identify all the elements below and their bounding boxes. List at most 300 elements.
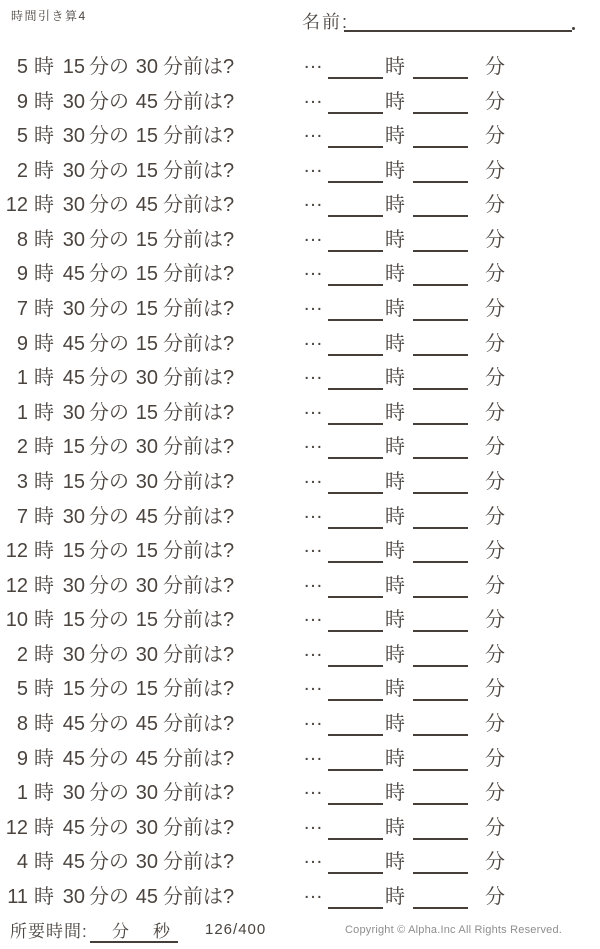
hour-unit-label: 時: [34, 782, 54, 805]
minute-value: 45: [62, 851, 85, 874]
hour-value: 9: [16, 747, 28, 770]
ellipsis: …: [303, 777, 324, 800]
answer-minute-blank: [413, 423, 468, 425]
answer-hour-unit-label: 時: [385, 851, 405, 874]
hour-unit-label: 時: [34, 505, 54, 528]
answer-hour-blank: [328, 803, 383, 805]
hour-value: 2: [16, 643, 28, 666]
problem-row: [0, 85, 600, 120]
ellipsis: …: [303, 51, 324, 73]
problem-row: [0, 569, 600, 604]
hour-value: 3: [16, 470, 28, 493]
minute-value: 30: [62, 125, 85, 148]
problem-row: [0, 880, 600, 915]
hour-value: 10: [5, 609, 28, 632]
ellipsis: …: [303, 120, 324, 143]
ellipsis: …: [303, 85, 324, 108]
before-value: 45: [135, 885, 158, 908]
minute-no-label: 分の: [89, 90, 129, 113]
hour-value: 7: [16, 505, 28, 528]
hour-unit-label: 時: [34, 332, 54, 355]
minute-value: 45: [62, 816, 85, 839]
answer-hour-unit-label: 時: [385, 712, 405, 735]
answer-hour-unit-label: 時: [385, 90, 405, 113]
ellipsis: …: [303, 638, 324, 661]
problem-row: [0, 465, 600, 500]
answer-hour-unit-label: 時: [385, 816, 405, 839]
answer-minute-blank: [413, 354, 468, 356]
hour-unit-label: 時: [34, 851, 54, 874]
hour-unit-label: 時: [34, 816, 54, 839]
answer-hour-blank: [328, 527, 383, 529]
answer-hour-blank: [328, 354, 383, 356]
answer-hour-blank: [328, 769, 383, 771]
problem-row: [0, 776, 600, 811]
answer-minute-blank: [413, 319, 468, 321]
before-question-label: 分前は?: [163, 609, 235, 632]
minute-value: 45: [62, 367, 85, 390]
before-question-label: 分前は?: [163, 367, 235, 390]
ellipsis: …: [303, 258, 324, 281]
ellipsis: …: [303, 673, 324, 696]
answer-minute-unit-label: 分: [485, 263, 505, 286]
problem-row: [0, 154, 600, 189]
answer-minute-blank: [413, 561, 468, 563]
answer-minute-blank: [413, 77, 468, 79]
hour-unit-label: 時: [34, 643, 54, 666]
before-value: 45: [135, 747, 158, 770]
ellipsis: …: [303, 189, 324, 212]
before-question-label: 分前は?: [163, 228, 235, 251]
before-question-label: 分前は?: [163, 90, 235, 113]
answer-hour-unit-label: 時: [385, 125, 405, 148]
ellipsis: …: [303, 707, 324, 730]
hour-value: 12: [5, 540, 28, 563]
answer-hour-unit-label: 時: [385, 470, 405, 493]
before-value: 30: [135, 436, 158, 459]
answer-hour-blank: [328, 630, 383, 632]
hour-unit-label: 時: [34, 609, 54, 632]
hour-value: 5: [16, 56, 28, 78]
answer-hour-blank: [328, 284, 383, 286]
ellipsis: …: [303, 362, 324, 385]
answer-minute-unit-label: 分: [485, 712, 505, 735]
answer-hour-blank: [328, 388, 383, 390]
answer-minute-blank: [413, 284, 468, 286]
before-question-label: 分前は?: [163, 125, 235, 148]
problem-row: [0, 845, 600, 880]
page-number: 126/400: [205, 921, 267, 938]
answer-hour-blank: [328, 457, 383, 459]
hour-unit-label: 時: [34, 159, 54, 182]
before-value: 15: [135, 263, 158, 286]
hour-value: 4: [16, 851, 28, 874]
ellipsis: …: [303, 846, 324, 869]
minute-value: 45: [62, 712, 85, 735]
answer-minute-blank: [413, 699, 468, 701]
hour-unit-label: 時: [34, 90, 54, 113]
ellipsis: …: [303, 742, 324, 765]
hour-unit-label: 時: [34, 885, 54, 908]
elapsed-second-unit-label: 秒: [153, 922, 170, 941]
minute-value: 45: [62, 263, 85, 286]
answer-minute-blank: [413, 630, 468, 632]
answer-minute-blank: [413, 838, 468, 840]
hour-value: 1: [16, 782, 28, 805]
ellipsis: …: [303, 500, 324, 523]
problem-row: [0, 257, 600, 292]
before-question-label: 分前は?: [163, 194, 235, 217]
answer-minute-unit-label: 分: [485, 782, 505, 805]
before-value: 15: [135, 609, 158, 632]
answer-hour-unit-label: 時: [385, 574, 405, 597]
before-value: 30: [135, 851, 158, 874]
problem-row: [0, 327, 600, 362]
hour-value: 1: [16, 367, 28, 390]
answer-hour-blank: [328, 112, 383, 114]
answer-minute-blank: [413, 907, 468, 909]
answer-hour-blank: [328, 215, 383, 217]
ellipsis: …: [303, 604, 324, 627]
hour-unit-label: 時: [34, 436, 54, 459]
answer-minute-blank: [413, 596, 468, 598]
minute-no-label: 分の: [89, 678, 129, 701]
minute-value: 15: [62, 540, 85, 563]
sheet-title: 時間引き算4: [11, 9, 87, 23]
before-question-label: 分前は?: [163, 436, 235, 459]
ellipsis: …: [303, 396, 324, 419]
name-line-end-dot: [572, 27, 575, 30]
problem-row: [0, 292, 600, 327]
answer-minute-blank: [413, 665, 468, 667]
before-question-label: 分前は?: [163, 470, 235, 493]
hour-value: 5: [16, 678, 28, 701]
minute-no-label: 分の: [89, 401, 129, 424]
before-question-label: 分前は?: [163, 401, 235, 424]
before-question-label: 分前は?: [163, 540, 235, 563]
before-value: 15: [135, 540, 158, 563]
before-value: 15: [135, 401, 158, 424]
hour-value: 12: [5, 574, 28, 597]
minute-value: 30: [62, 159, 85, 182]
minute-value: 30: [62, 782, 85, 805]
hour-unit-label: 時: [34, 574, 54, 597]
minute-value: 30: [62, 643, 85, 666]
problems-list: [0, 50, 600, 914]
hour-value: 2: [16, 436, 28, 459]
answer-minute-unit-label: 分: [485, 298, 505, 321]
minute-no-label: 分の: [89, 851, 129, 874]
minute-no-label: 分の: [89, 298, 129, 321]
before-value: 30: [135, 470, 158, 493]
before-question-label: 分前は?: [163, 816, 235, 839]
answer-minute-unit-label: 分: [485, 436, 505, 459]
answer-minute-blank: [413, 250, 468, 252]
minute-no-label: 分の: [89, 816, 129, 839]
answer-minute-unit-label: 分: [485, 885, 505, 908]
ellipsis: …: [303, 223, 324, 246]
hour-value: 8: [16, 712, 28, 735]
before-value: 15: [135, 125, 158, 148]
hour-value: 8: [16, 228, 28, 251]
name-label: 名前:: [302, 12, 350, 32]
answer-minute-unit-label: 分: [485, 194, 505, 217]
answer-hour-blank: [328, 561, 383, 563]
hour-unit-label: 時: [34, 712, 54, 735]
answer-hour-unit-label: 時: [385, 367, 405, 390]
problem-row: [0, 742, 600, 777]
hour-unit-label: 時: [34, 678, 54, 701]
answer-hour-blank: [328, 492, 383, 494]
before-question-label: 分前は?: [163, 159, 235, 182]
minute-value: 30: [62, 228, 85, 251]
problem-row: [0, 638, 600, 673]
before-value: 15: [135, 298, 158, 321]
answer-minute-blank: [413, 388, 468, 390]
minute-no-label: 分の: [89, 228, 129, 251]
before-question-label: 分前は?: [163, 885, 235, 908]
problem-row: [0, 811, 600, 846]
answer-hour-blank: [328, 423, 383, 425]
hour-value: 1: [16, 401, 28, 424]
before-question-label: 分前は?: [163, 574, 235, 597]
answer-hour-blank: [328, 665, 383, 667]
answer-hour-blank: [328, 872, 383, 874]
minute-no-label: 分の: [89, 263, 129, 286]
answer-minute-blank: [413, 527, 468, 529]
answer-hour-unit-label: 時: [385, 332, 405, 355]
answer-minute-blank: [413, 492, 468, 494]
answer-minute-unit-label: 分: [485, 678, 505, 701]
problem-row: [0, 430, 600, 465]
answer-minute-blank: [413, 872, 468, 874]
ellipsis: …: [303, 465, 324, 488]
answer-minute-unit-label: 分: [485, 643, 505, 666]
ellipsis: …: [303, 811, 324, 834]
minute-value: 15: [62, 609, 85, 632]
answer-minute-unit-label: 分: [485, 609, 505, 632]
minute-no-label: 分の: [89, 194, 129, 217]
before-value: 45: [135, 194, 158, 217]
minute-value: 15: [62, 678, 85, 701]
minute-no-label: 分の: [89, 56, 129, 78]
answer-minute-unit-label: 分: [485, 125, 505, 148]
answer-hour-blank: [328, 146, 383, 148]
answer-hour-unit-label: 時: [385, 782, 405, 805]
answer-hour-blank: [328, 319, 383, 321]
minute-no-label: 分の: [89, 574, 129, 597]
problem-row: [0, 50, 600, 85]
minute-no-label: 分の: [89, 505, 129, 528]
minute-no-label: 分の: [89, 436, 129, 459]
hour-value: 12: [5, 816, 28, 839]
copyright-text: Copyright © Alpha.Inc All Rights Reserved.: [345, 924, 563, 936]
minute-no-label: 分の: [89, 470, 129, 493]
answer-hour-blank: [328, 77, 383, 79]
minute-value: 45: [62, 332, 85, 355]
answer-minute-unit-label: 分: [485, 505, 505, 528]
answer-hour-unit-label: 時: [385, 56, 405, 78]
before-value: 30: [135, 56, 158, 78]
problem-row: [0, 223, 600, 258]
hour-value: 9: [16, 332, 28, 355]
answer-minute-blank: [413, 112, 468, 114]
before-value: 15: [135, 332, 158, 355]
ellipsis: …: [303, 293, 324, 316]
answer-hour-unit-label: 時: [385, 505, 405, 528]
hour-value: 9: [16, 263, 28, 286]
minute-value: 30: [62, 885, 85, 908]
ellipsis: …: [303, 327, 324, 350]
before-question-label: 分前は?: [163, 712, 235, 735]
before-value: 30: [135, 367, 158, 390]
answer-hour-unit-label: 時: [385, 228, 405, 251]
minute-no-label: 分の: [89, 332, 129, 355]
name-blank-line: [344, 30, 572, 32]
answer-minute-unit-label: 分: [485, 159, 505, 182]
problem-row: [0, 188, 600, 223]
answer-hour-unit-label: 時: [385, 747, 405, 770]
before-question-label: 分前は?: [163, 782, 235, 805]
answer-minute-unit-label: 分: [485, 816, 505, 839]
answer-hour-blank: [328, 250, 383, 252]
answer-hour-blank: [328, 907, 383, 909]
answer-minute-unit-label: 分: [485, 470, 505, 493]
minute-no-label: 分の: [89, 782, 129, 805]
minute-value: 30: [62, 194, 85, 217]
hour-unit-label: 時: [34, 401, 54, 424]
hour-unit-label: 時: [34, 228, 54, 251]
footer: [0, 912, 600, 946]
before-value: 45: [135, 505, 158, 528]
hour-unit-label: 時: [34, 125, 54, 148]
hour-unit-label: 時: [34, 194, 54, 217]
answer-minute-unit-label: 分: [485, 367, 505, 390]
minute-no-label: 分の: [89, 747, 129, 770]
before-question-label: 分前は?: [163, 643, 235, 666]
minute-no-label: 分の: [89, 159, 129, 182]
answer-hour-unit-label: 時: [385, 643, 405, 666]
hour-unit-label: 時: [34, 367, 54, 390]
answer-minute-unit-label: 分: [485, 332, 505, 355]
minute-value: 30: [62, 574, 85, 597]
minute-no-label: 分の: [89, 885, 129, 908]
minute-value: 30: [62, 90, 85, 113]
answer-hour-blank: [328, 838, 383, 840]
problem-row: [0, 603, 600, 638]
answer-minute-unit-label: 分: [485, 401, 505, 424]
elapsed-time-label: 所要時間:: [10, 922, 88, 941]
hour-unit-label: 時: [34, 540, 54, 563]
answer-minute-blank: [413, 769, 468, 771]
before-question-label: 分前は?: [163, 747, 235, 770]
minute-no-label: 分の: [89, 125, 129, 148]
answer-minute-unit-label: 分: [485, 90, 505, 113]
minute-value: 15: [62, 470, 85, 493]
ellipsis: …: [303, 535, 324, 558]
before-value: 15: [135, 678, 158, 701]
answer-minute-blank: [413, 734, 468, 736]
hour-value: 12: [5, 194, 28, 217]
before-question-label: 分前は?: [163, 851, 235, 874]
before-value: 30: [135, 816, 158, 839]
minute-no-label: 分の: [89, 609, 129, 632]
answer-minute-blank: [413, 215, 468, 217]
answer-hour-blank: [328, 699, 383, 701]
problem-row: [0, 707, 600, 742]
hour-unit-label: 時: [34, 747, 54, 770]
answer-hour-blank: [328, 734, 383, 736]
hour-unit-label: 時: [34, 470, 54, 493]
answer-minute-unit-label: 分: [485, 228, 505, 251]
answer-minute-blank: [413, 181, 468, 183]
answer-hour-unit-label: 時: [385, 401, 405, 424]
minute-value: 45: [62, 747, 85, 770]
answer-minute-unit-label: 分: [485, 574, 505, 597]
answer-hour-unit-label: 時: [385, 609, 405, 632]
minute-value: 30: [62, 401, 85, 424]
problem-row: [0, 396, 600, 431]
before-value: 30: [135, 574, 158, 597]
hour-value: 9: [16, 90, 28, 113]
ellipsis: …: [303, 569, 324, 592]
before-value: 30: [135, 782, 158, 805]
answer-hour-unit-label: 時: [385, 263, 405, 286]
answer-hour-unit-label: 時: [385, 436, 405, 459]
answer-hour-blank: [328, 596, 383, 598]
hour-value: 5: [16, 125, 28, 148]
problem-row: [0, 361, 600, 396]
problem-row: [0, 500, 600, 535]
before-value: 45: [135, 90, 158, 113]
minute-value: 15: [62, 436, 85, 459]
answer-minute-unit-label: 分: [485, 747, 505, 770]
minute-no-label: 分の: [89, 367, 129, 390]
answer-minute-unit-label: 分: [485, 851, 505, 874]
answer-hour-unit-label: 時: [385, 159, 405, 182]
hour-unit-label: 時: [34, 56, 54, 78]
answer-minute-unit-label: 分: [485, 56, 505, 78]
before-question-label: 分前は?: [163, 298, 235, 321]
before-value: 15: [135, 228, 158, 251]
minute-no-label: 分の: [89, 643, 129, 666]
answer-minute-blank: [413, 803, 468, 805]
elapsed-minute-unit-label: 分: [112, 922, 129, 941]
before-value: 45: [135, 712, 158, 735]
before-question-label: 分前は?: [163, 263, 235, 286]
minute-value: 30: [62, 505, 85, 528]
before-value: 30: [135, 643, 158, 666]
answer-minute-unit-label: 分: [485, 540, 505, 563]
before-question-label: 分前は?: [163, 678, 235, 701]
hour-value: 7: [16, 298, 28, 321]
hour-value: 2: [16, 159, 28, 182]
problem-row: [0, 119, 600, 154]
minute-value: 30: [62, 298, 85, 321]
problem-row: [0, 672, 600, 707]
hour-unit-label: 時: [34, 298, 54, 321]
answer-minute-blank: [413, 457, 468, 459]
minute-value: 15: [62, 56, 85, 78]
hour-unit-label: 時: [34, 263, 54, 286]
answer-hour-unit-label: 時: [385, 885, 405, 908]
before-question-label: 分前は?: [163, 56, 235, 78]
problem-row: [0, 534, 600, 569]
before-value: 15: [135, 159, 158, 182]
answer-hour-unit-label: 時: [385, 194, 405, 217]
answer-hour-blank: [328, 181, 383, 183]
answer-hour-unit-label: 時: [385, 678, 405, 701]
